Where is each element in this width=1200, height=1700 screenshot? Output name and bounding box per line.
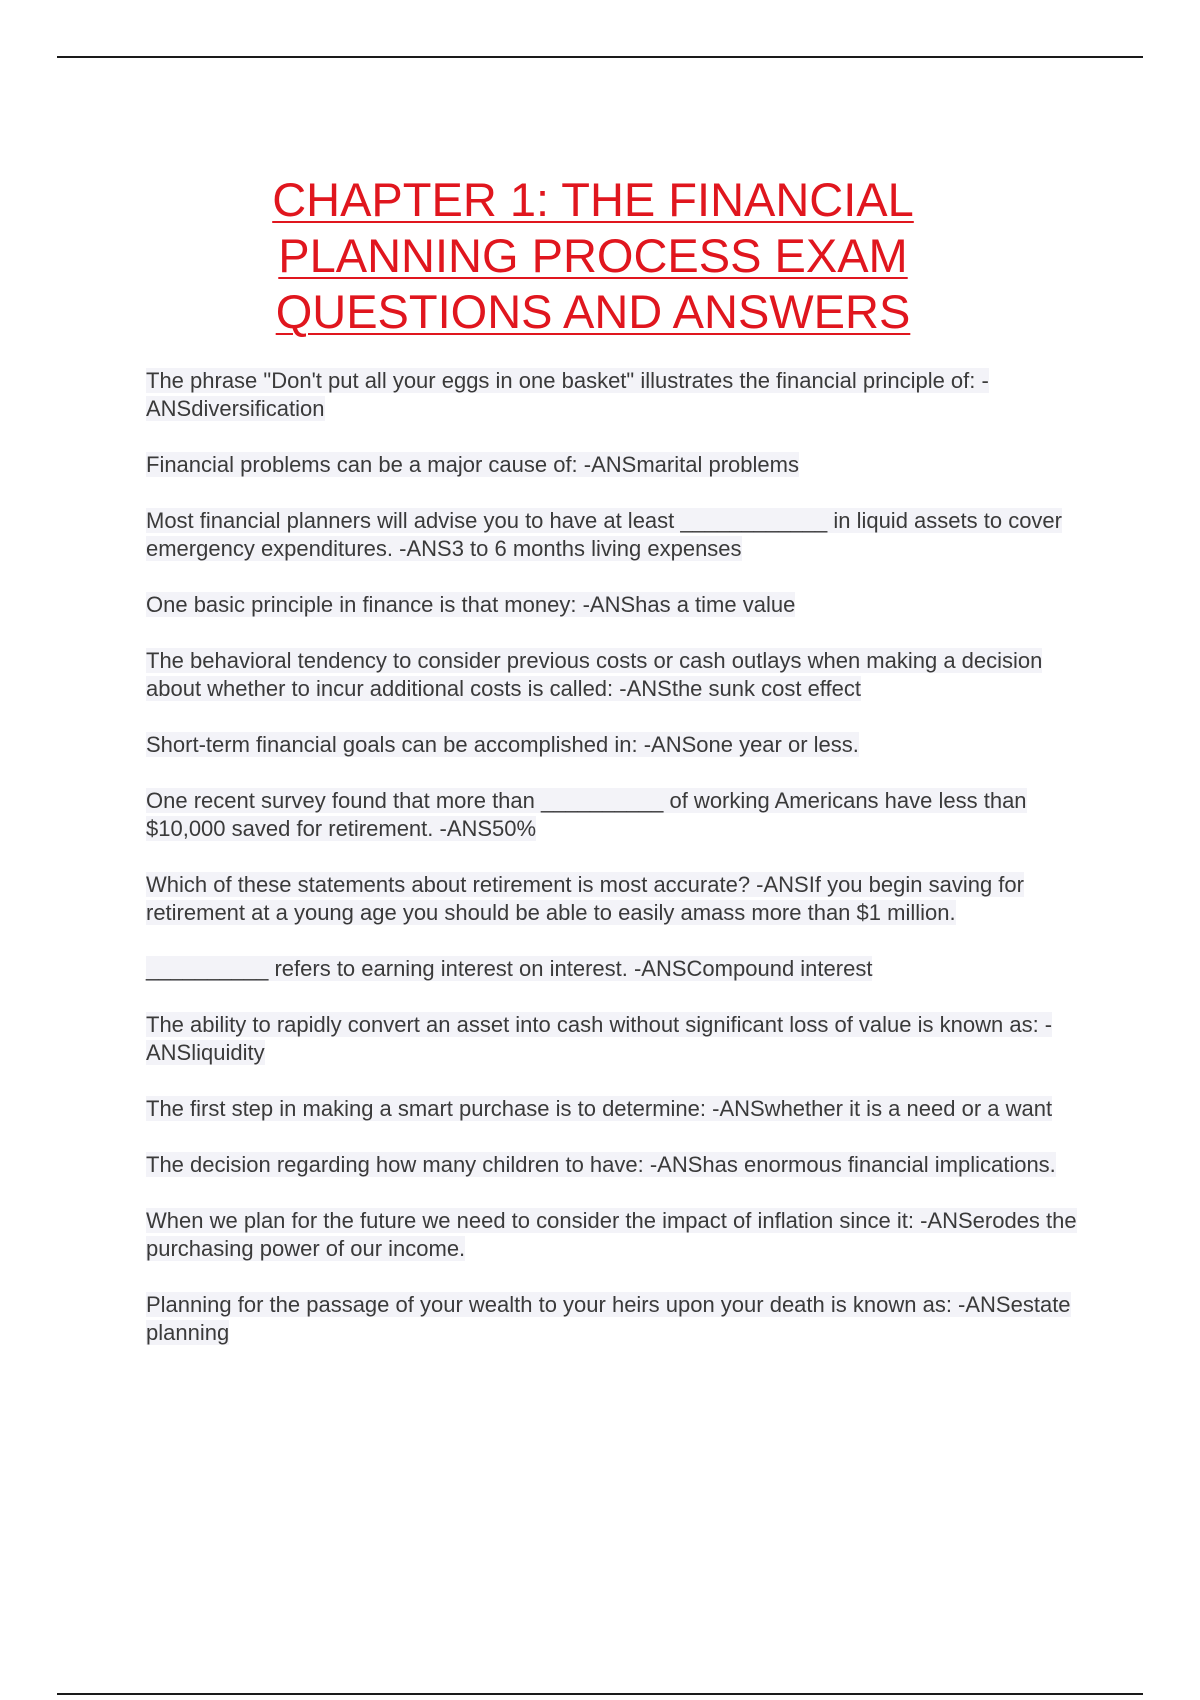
qa-text: The decision regarding how many children to have: -ANShas enormous financial implications. [146,1152,1056,1177]
qa-text: __________ refers to earning interest on interest. -ANSCompound interest [146,956,873,981]
qa-text: One basic principle in finance is that money: -ANShas a time value [146,592,796,617]
title-block [0,172,1186,340]
title-line-3: QUESTIONS AND ANSWERS [275,285,911,338]
qa-item [146,367,1096,423]
qa-item [146,591,1096,619]
qa-item [146,787,1096,843]
top-rule [57,56,1143,58]
qa-text: Financial problems can be a major cause of: -ANSmarital problems [146,452,799,477]
bottom-rule [57,1693,1143,1695]
title-line-1: CHAPTER 1: THE FINANCIAL [272,173,914,226]
qa-text: The ability to rapidly convert an asset into cash without significant loss of value is known as: -ANSliquidity [146,1012,1053,1065]
qa-list [146,367,1096,1375]
qa-item [146,1095,1096,1123]
qa-item [146,955,1096,983]
qa-item [146,871,1096,927]
qa-text: Which of these statements about retirement is most accurate? -ANSIf you begin saving for retirement at a young age you should be able to easily amass more than $1 million. [146,872,1024,925]
qa-text: The behavioral tendency to consider previous costs or cash outlays when making a decision about whether to incur additional costs is called: -ANSthe sunk cost effect [146,648,1043,701]
qa-text: One recent survey found that more than __________ of working Americans have less than $10,000 saved for retirement. -ANS50% [146,788,1027,841]
qa-text: The phrase "Don't put all your eggs in one basket" illustrates the financial principle of: -ANSdiversification [146,368,989,421]
qa-text: Most financial planners will advise you to have at least ____________ in liquid assets to cover emergency expenditures. -ANS3 to 6 months living expenses [146,508,1062,561]
qa-item [146,647,1096,703]
qa-item [146,731,1096,759]
page-title [272,172,914,340]
qa-text: Planning for the passage of your wealth to your heirs upon your death is known as: -ANSestate planning [146,1292,1071,1345]
qa-text: Short-term financial goals can be accomplished in: -ANSone year or less. [146,732,859,757]
title-line-2: PLANNING PROCESS EXAM [278,229,908,282]
qa-item [146,451,1096,479]
qa-item [146,1291,1096,1347]
qa-text: The first step in making a smart purchase is to determine: -ANSwhether it is a need or a want [146,1096,1053,1121]
qa-item [146,507,1096,563]
qa-item [146,1011,1096,1067]
qa-item [146,1207,1096,1263]
qa-item [146,1151,1096,1179]
qa-text: When we plan for the future we need to consider the impact of inflation since it: -ANSerodes the purchasing power of our income. [146,1208,1077,1261]
